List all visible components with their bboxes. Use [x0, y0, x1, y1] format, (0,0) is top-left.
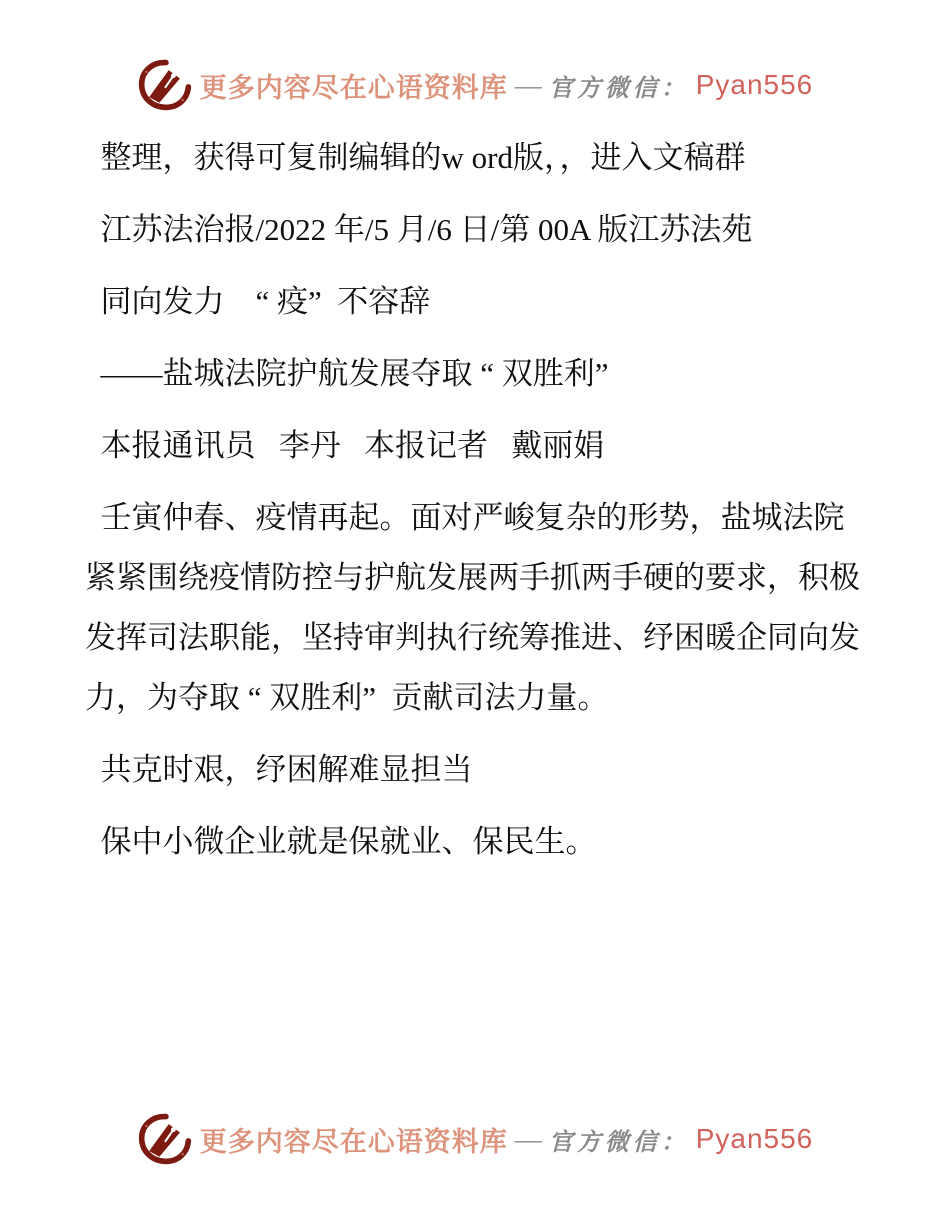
brand-dash: — — [514, 1123, 542, 1154]
brand-text: 更多内容尽在心语资料库 — [199, 72, 508, 103]
wechat-label: 官方微信： — [548, 1129, 689, 1156]
article-body-paragraph: 壬寅仲春、疫情再起。面对严峻复杂的形势，盐城法院紧紧围绕疫情防控与护航发展两手抓两手硬的要求，积极发挥司法职能，坚持审判执行统筹推进、纾困暖企同向发力，为夺取 “ 双胜利” 贡献司法力量。 — [85, 500, 860, 715]
brand-dash: — — [514, 69, 542, 100]
article-subheadline: ——盐城法院护航发展夺取 “ 双胜利” — [100, 356, 609, 391]
brand-text: 更多内容尽在心语资料库 — [199, 1126, 508, 1157]
brand-logo-pen-icon — [137, 58, 193, 112]
article-body-paragraph-2: 保中小微企业就是保就业、保民生。 — [100, 824, 597, 859]
wechat-id: Pyan556 — [695, 69, 814, 100]
paragraph-word-version-note: 整理，获得可复制编辑的w ord版，，进入文稿群 — [100, 140, 746, 175]
paragraph-source-line: 江苏法治报/2022 年/5 月/6 日/第 00A 版江苏法苑 — [100, 212, 753, 247]
section-heading: 共克时艰，纾困解难显担当 — [100, 752, 473, 787]
wechat-label: 官方微信： — [548, 75, 689, 102]
header-brand-bar — [0, 0, 950, 112]
document-content — [85, 128, 865, 872]
brand-logo-pen-icon — [137, 1112, 193, 1166]
footer-brand-bar — [0, 1112, 950, 1166]
wechat-id: Pyan556 — [695, 1123, 814, 1154]
article-byline: 本报通讯员 李丹 本报记者 戴丽娟 — [100, 428, 605, 463]
article-headline: 同向发力 “ 疫” 不容辞 — [100, 284, 431, 319]
